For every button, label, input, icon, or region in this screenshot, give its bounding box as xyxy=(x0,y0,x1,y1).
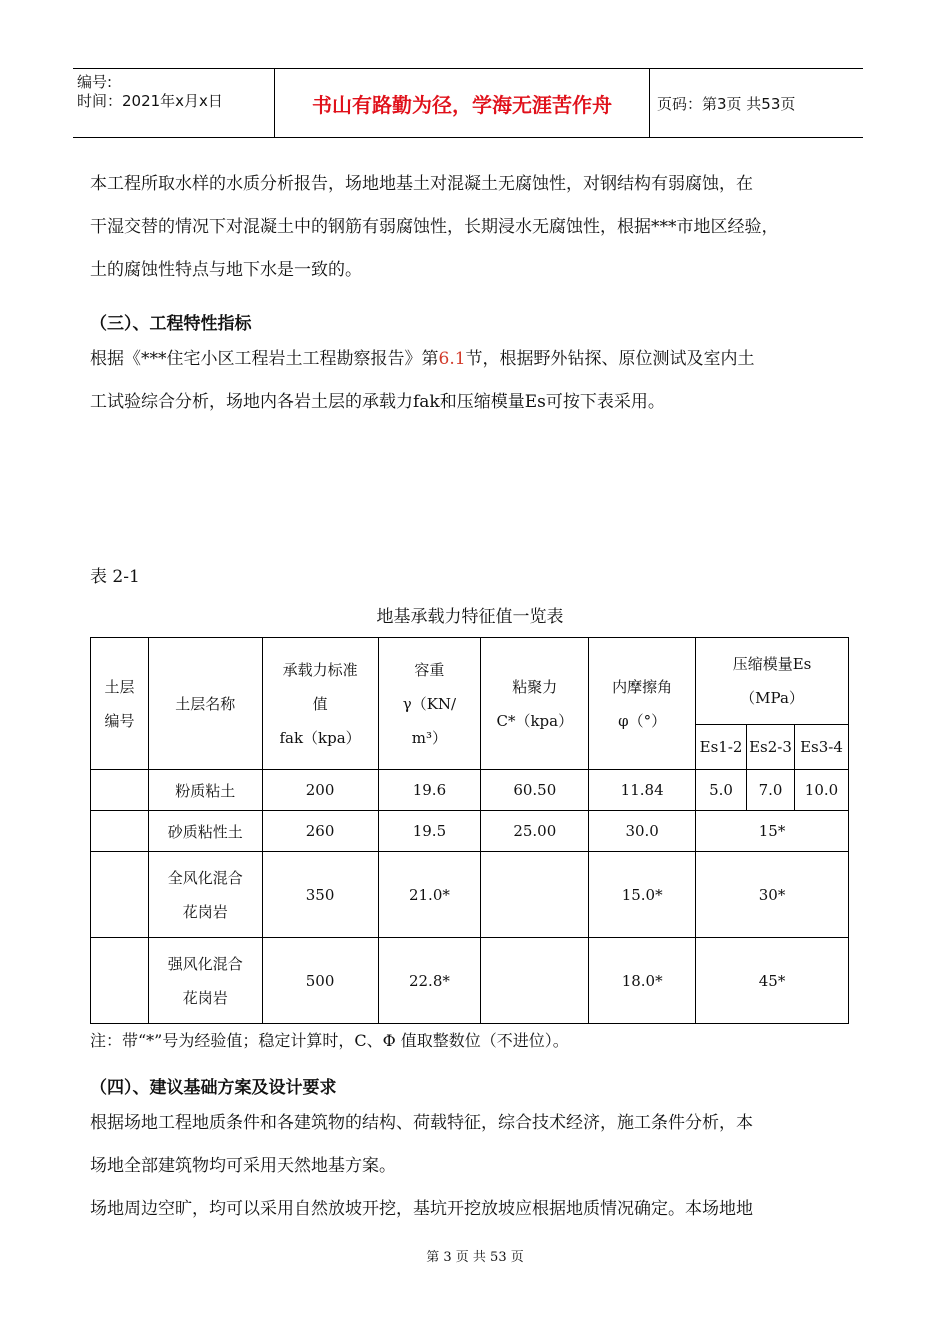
section-reference: 6.1 xyxy=(438,349,466,369)
section-heading: （三）、工程特性指标 xyxy=(90,314,252,334)
section-heading: （四）、建议基础方案及设计要求 xyxy=(90,1078,337,1098)
header-es: 压缩模量Es （MPa） xyxy=(696,638,849,725)
header-es34: Es3-4 xyxy=(794,725,848,770)
header-es12: Es1-2 xyxy=(696,725,747,770)
text-segment: 根据《***住宅小区工程岩土工程勘察报告》第 xyxy=(90,349,439,369)
header-fak: 承载力标准 值 fak（kpa） xyxy=(262,638,378,770)
header-layer-name: 土层名称 xyxy=(148,638,262,770)
header-friction: 内摩擦角 φ（°） xyxy=(589,638,696,770)
table-note: 注：带“*”号为经验值；稳定计算时，C、Φ 值取整数位（不进位）。 xyxy=(90,1031,569,1050)
header-layer-no: 土层 编号 xyxy=(91,638,149,770)
time-label: 时间：2021年x月x日 xyxy=(77,92,223,110)
table-label: 表 2-1 xyxy=(90,567,140,587)
paragraph-properties xyxy=(90,338,860,424)
text-line: 场地周边空旷，均可以采用自然放坡开挖，基坑开挖放坡应根据地质情况确定。本场地地 xyxy=(90,1199,753,1219)
text-line: 土的腐蚀性特点与地下水是一致的。 xyxy=(90,260,362,280)
text-line xyxy=(90,338,860,381)
page-footer: 第 3 页 共 53 页 xyxy=(426,1250,524,1265)
text-line: 根据场地工程地质条件和各建筑物的结构、荷载特征，综合技术经济，施工条件分析，本 xyxy=(90,1113,753,1133)
header-gamma: 容重 γ（KN/ m³） xyxy=(378,638,481,770)
text-line: 工试验综合分析，场地内各岩土层的承载力fak和压缩模量Es可按下表采用。 xyxy=(90,392,665,412)
text-line: 本工程所取水样的水质分析报告，场地地基土对混凝土无腐蚀性，对钢结构有弱腐蚀，在 xyxy=(90,174,753,194)
paragraph-corrosion xyxy=(90,163,860,292)
header-divider xyxy=(649,69,650,137)
page-header xyxy=(73,68,863,138)
table-row: 粉质粘土 200 19.6 60.50 11.84 5.0 7.0 10.0 xyxy=(91,770,849,811)
header-es23: Es2-3 xyxy=(747,725,795,770)
header-cohesion: 粘聚力 C*（kpa） xyxy=(481,638,589,770)
text-segment: 节，根据野外钻探、原位测试及室内土 xyxy=(465,349,755,369)
table-title: 地基承载力特征值一览表 xyxy=(376,607,564,627)
number-label: 编号: xyxy=(77,73,113,91)
table-row: 强风化混合 花岗岩 500 22.8* 18.0* 45* xyxy=(91,938,849,1024)
text-line: 干湿交替的情况下对混凝土中的钢筋有弱腐蚀性，长期浸水无腐蚀性，根据***市地区经验， xyxy=(90,217,779,237)
table-row: 全风化混合 花岗岩 350 21.0* 15.0* 30* xyxy=(91,852,849,938)
page-label: 页码：第3页 共53页 xyxy=(657,95,796,113)
header-meta xyxy=(77,73,273,111)
paragraph-excavation xyxy=(90,1188,860,1231)
header-motto: 书山有路勤为径，学海无涯苦作舟 xyxy=(312,93,612,117)
text-line: 场地全部建筑物均可采用天然地基方案。 xyxy=(90,1156,396,1176)
table-row: 砂质粘性土 260 19.5 25.00 30.0 15* xyxy=(91,811,849,852)
bearing-capacity-table xyxy=(90,637,849,1024)
paragraph-foundation xyxy=(90,1102,860,1188)
